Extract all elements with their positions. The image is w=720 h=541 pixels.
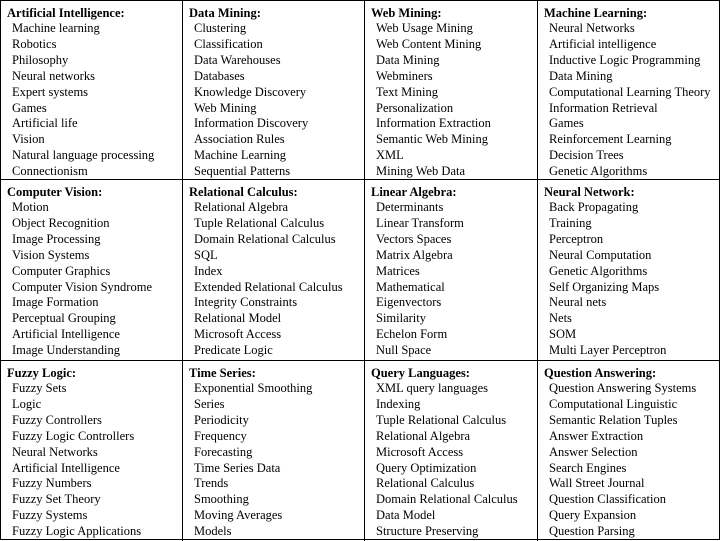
topic-item: Time Series Data (194, 460, 281, 475)
topic-cell (183, 1, 365, 180)
topic-item: Trends (194, 476, 229, 491)
topic-title: Linear Algebra: (371, 185, 457, 199)
topic-list (371, 21, 537, 180)
topic-item: Periodicity (194, 412, 249, 427)
topic-item: Computational Learning Theory (549, 84, 711, 99)
topic-item: Perceptual Grouping (12, 311, 116, 326)
topic-item: Answer Extraction (549, 428, 644, 443)
topic-item: Games (12, 100, 47, 115)
topic-cell (365, 180, 538, 361)
topic-cell (365, 1, 538, 180)
topic-item: Question Parsing (549, 524, 635, 539)
topic-item: Data Model (376, 508, 436, 523)
topic-item: Domain Relational Calculus (194, 231, 336, 246)
topic-title: Computer Vision: (7, 185, 103, 199)
topic-item: Expert systems (12, 84, 89, 99)
topic-item: Reinforcement Learning (549, 132, 672, 147)
topic-item: Eigenvectors (376, 295, 442, 310)
topic-cell (183, 361, 365, 541)
topic-title: Query Languages: (371, 366, 470, 380)
topic-item: Computer Vision Syndrome (12, 279, 152, 294)
topic-item: Moving Averages (194, 508, 283, 523)
topic-item: Logic (12, 396, 42, 411)
topic-list (371, 200, 537, 359)
topic-item: Perceptron (549, 231, 604, 246)
topic-list (371, 381, 537, 540)
topic-item: Webminers (376, 68, 433, 83)
topic-item: Search Engines (549, 460, 627, 475)
topic-cell (183, 180, 365, 361)
topic-item: Echelon Form (376, 327, 448, 342)
topic-cell (538, 1, 720, 180)
topic-list (544, 200, 720, 359)
topic-item: Fuzzy Controllers (12, 412, 102, 427)
topic-item: Mining Web Data (376, 164, 466, 179)
topic-list (189, 381, 364, 540)
topic-item: Connectionism (12, 164, 88, 179)
topic-item: Computer Graphics (12, 263, 111, 278)
topic-item: Models (194, 524, 232, 539)
topic-item: Databases (194, 68, 245, 83)
topic-item: Nets (549, 311, 572, 326)
topic-item: Microsoft Access (376, 444, 464, 459)
topic-item: Back Propagating (549, 200, 639, 214)
topic-item: Fuzzy Logic Controllers (12, 428, 135, 443)
topic-item: Web Content Mining (376, 36, 482, 51)
topic-item: Vision Systems (12, 247, 90, 262)
topic-item: Tuple Relational Calculus (376, 412, 507, 427)
topic-item: Exponential Smoothing (194, 381, 313, 395)
topic-item: Series (194, 396, 225, 411)
topic-item: Similarity (376, 311, 426, 326)
topic-cell (538, 361, 720, 541)
topic-item: Tuple Relational Calculus (194, 215, 325, 230)
topic-item: SQL (194, 247, 218, 262)
topic-item: Self Organizing Maps (549, 279, 660, 294)
topic-item: Fuzzy Numbers (12, 476, 92, 491)
topic-item: Neural Computation (549, 247, 652, 262)
topic-item: Microsoft Access (194, 327, 282, 342)
topic-title: Neural Network: (544, 185, 635, 199)
topic-item: XML query languages (376, 381, 489, 395)
topic-item: Frequency (194, 428, 247, 443)
topic-item: Data Warehouses (194, 52, 281, 67)
topic-title: Relational Calculus: (189, 185, 298, 199)
topic-item: Determinants (376, 200, 444, 214)
topic-item: Integrity Constraints (194, 295, 298, 310)
topic-item: Artificial life (12, 116, 78, 131)
topic-item: Wall Street Journal (549, 476, 645, 491)
topic-item: Natural language processing (12, 148, 155, 163)
topic-item: Knowledge Discovery (194, 84, 307, 99)
topic-cell (1, 1, 183, 180)
topic-title: Fuzzy Logic: (7, 366, 77, 380)
topic-list (7, 21, 182, 180)
topic-item: Classification (194, 36, 263, 51)
topic-list (7, 200, 182, 359)
topic-item: Association Rules (194, 132, 285, 147)
topic-item: Fuzzy Sets (12, 381, 67, 395)
topic-title: Question Answering: (544, 366, 657, 380)
topic-item: Computational Linguistic (549, 396, 678, 411)
topic-item: Predicate Logic (194, 343, 273, 358)
topic-item: Answer Selection (549, 444, 638, 459)
topic-item: Relational Algebra (194, 200, 289, 214)
topic-item: SOM (549, 327, 577, 342)
topic-item: Information Extraction (376, 116, 491, 131)
topic-title: Machine Learning: (544, 6, 648, 20)
topic-item: Image Formation (12, 295, 99, 310)
topic-cell (1, 361, 183, 541)
topic-item: Information Retrieval (549, 100, 658, 115)
topic-item: Decision Trees (549, 148, 624, 163)
topic-item: XML (376, 148, 404, 163)
topic-item: Image Understanding (12, 343, 120, 358)
topic-cell (1, 180, 183, 361)
topic-title: Time Series: (189, 366, 256, 380)
topic-item: Multi Layer Perceptron (549, 343, 667, 358)
topic-item: Data Mining (549, 68, 613, 83)
topic-item: Personalization (376, 100, 454, 115)
topic-item: Artificial Intelligence (12, 460, 120, 475)
topic-item: Relational Calculus (376, 476, 475, 491)
topic-list (189, 200, 364, 359)
topic-item: Image Processing (12, 231, 101, 246)
topic-cell (365, 361, 538, 541)
topic-item: Philosophy (12, 52, 69, 67)
topic-item: Neural Networks (549, 21, 635, 35)
topic-item: Text Mining (376, 84, 438, 99)
topic-item: Vision (12, 132, 45, 147)
topic-title: Web Mining: (371, 6, 442, 20)
topic-list (7, 381, 182, 540)
topic-item: Neural Networks (12, 444, 98, 459)
topic-item: Neural networks (12, 68, 95, 83)
topic-cell (538, 180, 720, 361)
topic-title: Data Mining: (189, 6, 261, 20)
topic-item: Training (549, 215, 592, 230)
topic-item: Fuzzy Systems (12, 508, 88, 523)
topic-item: Query Expansion (549, 508, 637, 523)
topic-item: Information Discovery (194, 116, 309, 131)
topic-item: Motion (12, 200, 49, 214)
topic-item: Semantic Relation Tuples (549, 412, 678, 427)
topic-list (544, 381, 720, 540)
topic-item: Forecasting (194, 444, 253, 459)
topic-item: Question Classification (549, 492, 666, 507)
topic-item: Robotics (12, 36, 57, 51)
topic-item: Web Usage Mining (376, 21, 473, 35)
topic-item: Artificial Intelligence (12, 327, 120, 342)
topic-item: Genetic Algorithms (549, 164, 648, 179)
topic-item: Smoothing (194, 492, 249, 507)
topic-item: Structure Preserving (376, 524, 479, 539)
topic-item: Relational Algebra (376, 428, 471, 443)
topic-item: Sequential Patterns (194, 164, 291, 179)
topic-item: Null Space (376, 343, 432, 358)
topic-item: Semantic Web Mining (376, 132, 488, 147)
topic-item: Vectors Spaces (376, 231, 452, 246)
topic-item: Object Recognition (12, 215, 110, 230)
topic-item: Artificial intelligence (549, 36, 657, 51)
topic-item: Query Optimization (376, 460, 477, 475)
topic-title: Artificial Intelligence: (7, 6, 125, 20)
topic-item: Matrices (376, 263, 420, 278)
topic-item: Question Answering Systems (549, 381, 697, 395)
topic-item: Clustering (194, 21, 247, 35)
topic-item: Index (194, 263, 223, 278)
topic-item: Matrix Algebra (376, 247, 453, 262)
topic-item: Games (549, 116, 584, 131)
topic-item: Machine Learning (194, 148, 286, 163)
topic-item: Machine learning (12, 21, 100, 35)
topic-item: Data Mining (376, 52, 440, 67)
topic-list (544, 21, 720, 180)
topic-item: Web Mining (194, 100, 257, 115)
topic-item: Mathematical (376, 279, 445, 294)
topic-list (189, 21, 364, 180)
topic-item: Indexing (376, 396, 421, 411)
topic-item: Relational Model (194, 311, 282, 326)
topic-item: Genetic Algorithms (549, 263, 648, 278)
topic-item: Extended Relational Calculus (194, 279, 343, 294)
topic-item: Linear Transform (376, 215, 464, 230)
topic-item: Inductive Logic Programming (549, 52, 701, 67)
topic-item: Fuzzy Logic Applications (12, 524, 142, 539)
topic-item: Domain Relational Calculus (376, 492, 518, 507)
topic-item: Fuzzy Set Theory (12, 492, 101, 507)
topic-item: Neural nets (549, 295, 607, 310)
